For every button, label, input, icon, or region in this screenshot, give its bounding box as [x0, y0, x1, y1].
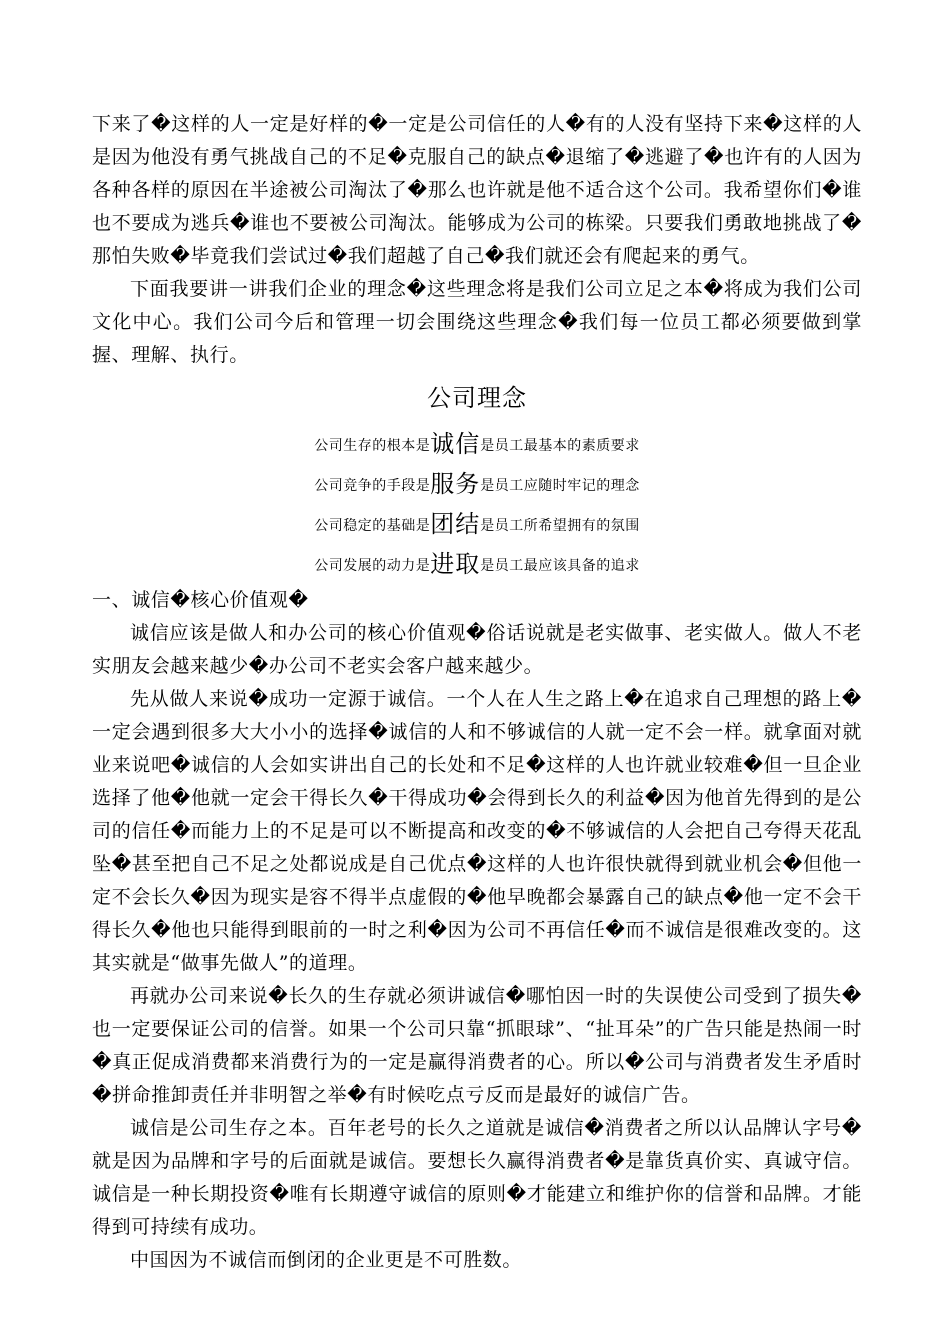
paragraph-body: 先从做人来说�成功一定源于诚信。一个人在人生之路上�在追求自己理想的路上�一定会遇到很多大大小小的选择�诚信的人和不够诚信的人就一定不会一样。就拿面对就业来说吧�诚信的人会如实讲出自己的长处和不足�这样的人也许就业较难�但一旦企业选择了他�他就一定会干得长久�干得成功�会得到长久的利益�因为他首先得到的是公司的信任�而能力上的不足是可以不断提高和改变的�不够诚信的人会把自己夸得天花乱坠�甚至把自己不足之处都说成是自己优点�这样的人也许很快就得到就业机会�但他一定不会长久�因为现实是容不得半点虚假的�他早晚都会暴露自己的缺点�他一定不会干得长久�他也只能得到眼前的一时之利�因为公司不再信任�而不诚信是很难改变的。这其实就是“做事先做人”的道理。	[92, 688, 862, 974]
paragraph-body: 诚信是公司生存之本。百年老号的长久之道就是诚信�消费者之所以认品牌认字号�就是因为品牌和字号的后面就是诚信。要想长久赢得消费者�是靠货真价实、真诚守信。诚信是一种长期投资�唯有长期遵守诚信的原则�才能建立和维护你的信誉和品牌。才能得到可持续有成功。	[92, 1117, 862, 1238]
principle-suffix: 是员工所希望拥有的氛围	[480, 518, 640, 534]
principle-keyword: 进取	[430, 550, 481, 578]
paragraph-body: 再就办公司来说�长久的生存就必须讲诚信�哪怕因一时的失误使公司受到了损失�也一定要保证公司的信誉。如果一个公司只靠“抓眼球”、“扯耳朵”的广告只能是热闹一时�真正促成消费都来消费行为的一定是赢得消费者的心。所以�公司与消费者发生矛盾时�拼命推卸责任并非明智之举�有时候吃点亏反而是最好的诚信广告。	[92, 985, 862, 1106]
section-heading: 一、诚信�核心价值观�	[92, 589, 309, 611]
principle-keyword: 团结	[430, 510, 481, 538]
principle-keyword: 诚信	[430, 430, 481, 458]
paragraph-concept-intro: 下面我要讲一讲我们企业的理念�这些理念将是我们公司立足之本�将成为我们公司文化中心。我们公司今后和管理一切会围绕这些理念�我们每一位员工都必须要做到掌握、理解、执行。	[92, 278, 862, 366]
principle-unity	[92, 504, 862, 544]
paragraph-continuation: 下来了�这样的人一定是好样的�一定是公司信任的人�有的人没有坚持下来�这样的人是因为他没有勇气挑战自己的不足�克服自己的缺点�退缩了�逃避了�也许有的人因为各种各样的原因在半途被公司淘汰了�那么也许就是他不适合这个公司。我希望你们�谁也不要成为逃兵�谁也不要被公司淘汰。能够成为公司的栋梁。只要我们勇敢地挑战了�那怕失败�毕竟我们尝试过�我们超越了自己�我们就还会有爬起来的勇气。	[92, 113, 862, 267]
principle-service	[92, 464, 862, 504]
principle-keyword: 服务	[430, 470, 481, 498]
paragraph-body: 诚信应该是做人和办公司的核心价值观�俗话说就是老实做事、老实做人。做人不老实朋友会越来越少�办公司不老实会客户越来越少。	[92, 622, 862, 677]
principle-prefix: 公司竞争的手段是	[314, 478, 431, 494]
principle-prefix: 公司发展的动力是	[314, 558, 431, 574]
principle-prefix: 公司稳定的基础是	[314, 518, 431, 534]
document-page	[92, 108, 862, 1277]
principle-enterprise	[92, 544, 862, 584]
concept-title: 公司理念	[427, 384, 527, 412]
principles-list	[92, 424, 862, 584]
paragraph-body: 中国因为不诚信而倒闭的企业更是不可胜数。	[130, 1249, 523, 1271]
principle-suffix: 是员工应随时牢记的理念	[480, 478, 640, 494]
principle-prefix: 公司生存的根本是	[314, 438, 431, 454]
principle-suffix: 是员工最基本的素质要求	[480, 438, 640, 454]
principle-integrity	[92, 424, 862, 464]
principle-suffix: 是员工最应该具备的追求	[480, 558, 640, 574]
